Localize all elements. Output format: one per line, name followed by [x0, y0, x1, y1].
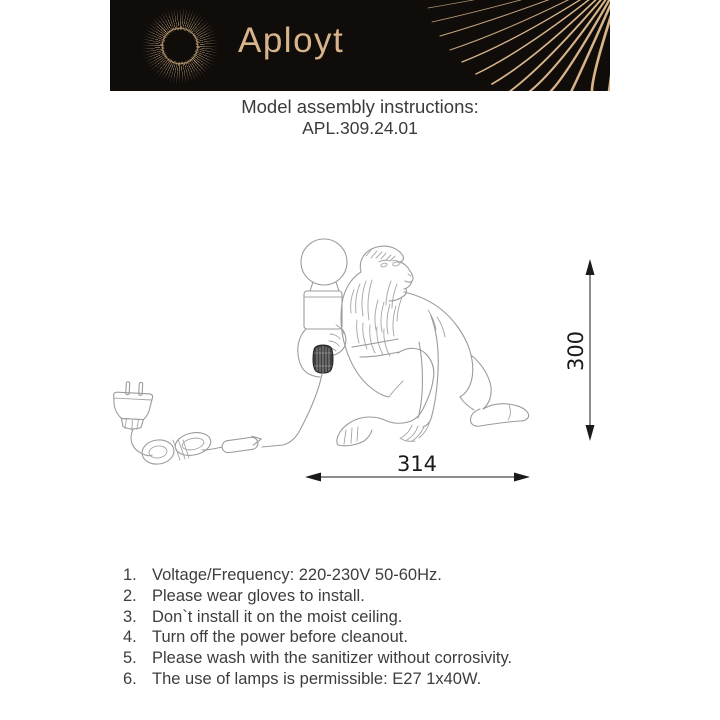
item-number: 3.: [123, 607, 137, 626]
height-dimension: [564, 259, 595, 441]
title-block: [0, 96, 720, 139]
item-text: The use of lamps is permissible: E27 1x40W.: [152, 669, 482, 688]
inline-switch: [221, 435, 262, 453]
item-number: 5.: [123, 649, 137, 668]
corner-rays-icon: [110, 0, 610, 91]
list-item: [123, 607, 643, 628]
list-item: [123, 648, 643, 669]
width-dimension: [305, 452, 530, 482]
list-item: [123, 565, 643, 586]
brand-banner: [110, 0, 610, 91]
page-title: Model assembly instructions:: [241, 96, 479, 117]
item-text: Please wash with the sanitizer without corrosivity.: [152, 649, 513, 668]
model-number: APL.309.24.01: [302, 118, 418, 138]
cable-coil: [140, 429, 212, 466]
power-plug: [112, 381, 153, 431]
item-number: 6.: [123, 669, 137, 688]
cord-grip-knob: [313, 345, 333, 373]
item-number: 2.: [123, 586, 137, 605]
item-number: 1.: [123, 566, 137, 584]
power-cord: [131, 374, 322, 456]
item-text: Don`t install it on the moist ceiling.: [152, 607, 403, 626]
list-item: [123, 586, 643, 607]
item-text: Voltage/Frequency: 220-230V 50-60Hz.: [152, 566, 442, 584]
height-label: 300: [564, 330, 588, 372]
item-text: Please wear gloves to install.: [152, 586, 365, 605]
instruction-list: [123, 565, 643, 690]
assembly-diagram: [80, 230, 620, 492]
monkey-figure: [337, 246, 529, 446]
width-label: 314: [396, 452, 438, 476]
list-item: [123, 669, 643, 690]
list-item: [123, 627, 643, 648]
brand-wordmark: Aployt: [238, 21, 345, 60]
item-number: 4.: [123, 628, 137, 647]
item-text: Turn off the power before cleanout.: [152, 628, 408, 647]
